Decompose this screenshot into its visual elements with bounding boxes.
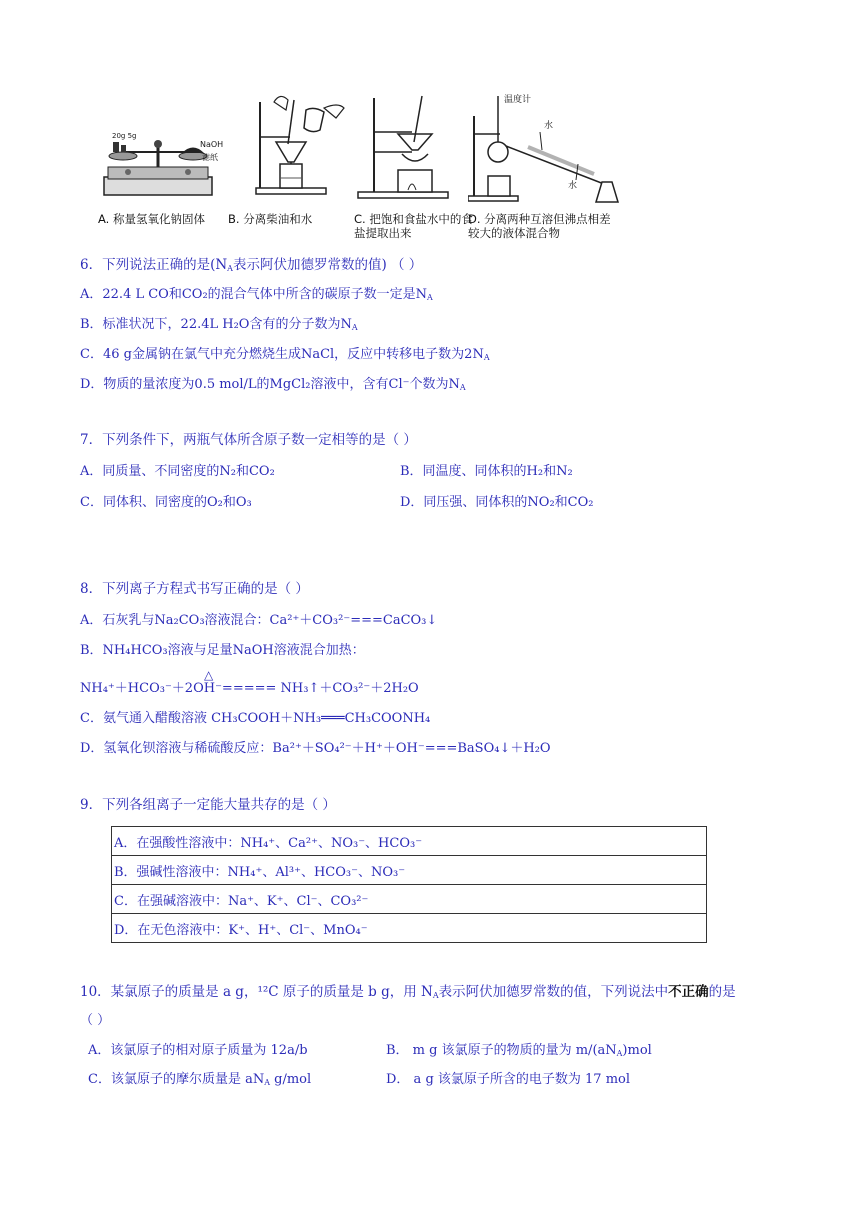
q9-option-d: D．在无色溶液中：K⁺、H⁺、Cl⁻、MnO₄⁻ (112, 914, 707, 943)
q8-option-a: A．石灰乳与Na₂CO₃溶液混合：Ca²⁺＋CO₃²⁻===CaCO₃↓ (80, 613, 438, 628)
thermometer-label: 温度计 (504, 95, 532, 105)
caption-d: D. 分离两种互溶但沸点相差较大的液体混合物 (468, 212, 611, 240)
weights-label: 20g 5g (112, 132, 137, 140)
q10-option-a: A．该氯原子的相对原子质量为 12a/b (88, 1043, 308, 1058)
q9-option-c: C．在强碱溶液中：Na⁺、K⁺、Cl⁻、CO₃²⁻ (112, 885, 707, 914)
q9-options-table (111, 826, 707, 943)
q9-stem: 9．下列各组离子一定能大量共存的是（ ） (80, 797, 336, 813)
q6-option-a: A．22.4 L CO和CO₂的混合气体中所含的碳原子数一定是$N_A$ (80, 287, 433, 302)
q8-stem: 8．下列离子方程式书写正确的是（ ） (80, 581, 309, 597)
q6-stem: 6．下列说法正确的是($N_A$表示阿伏加德罗常数的值) （ ） (80, 257, 423, 273)
q10-option-c: C．该氯原子的摩尔质量是 $aN_A$ g/mol (88, 1072, 312, 1087)
q8-heat-symbol: △ (204, 668, 214, 682)
apparatus-figure (98, 92, 618, 242)
q6-option-c: C．46 g金属钠在氯气中充分燃烧生成NaCl，反应中转移电子数为$2N_A$ (80, 347, 490, 362)
q8-option-b-equation: NH₄⁺＋HCO₃⁻＋2OH⁻===== NH₃↑＋CO₃²⁻＋2H₂O (80, 681, 419, 696)
naoh-label: NaOH (200, 140, 224, 149)
q8-option-c: C．氨气通入醋酸溶液 CH₃COOH＋NH₃═══CH₃COONH₄ (80, 711, 431, 726)
q9-option-a: A．在强酸性溶液中：NH₄⁺、Ca²⁺、NO₃⁻、HCO₃⁻ (112, 827, 707, 856)
caption-a: A. 称量氢氧化钠固体 (98, 212, 205, 226)
filter-paper-label: 滤纸 (202, 153, 218, 162)
q10-paren: （ ） (80, 1013, 111, 1028)
figure-separation (228, 92, 348, 242)
q7-option-a: A．同质量、不同密度的N₂和CO₂ (80, 464, 275, 479)
q7-option-b: B．同温度、同体积的H₂和N₂ (400, 464, 573, 479)
caption-c: C. 把饱和食盐水中的食盐提取出来 (354, 212, 473, 240)
q7-option-c: C．同体积、同密度的O₂和O₃ (80, 495, 252, 510)
water-out-label: 水 (568, 181, 578, 191)
q10-option-d: D． a g 该氯原子所含的电子数为 17 mol (386, 1072, 631, 1087)
figure-distillation (468, 92, 611, 242)
caption-b: B. 分离柴油和水 (228, 212, 313, 226)
q7-stem: 7．下列条件下，两瓶气体所含原子数一定相等的是（ ） (80, 432, 417, 448)
q6-option-d: D．物质的量浓度为0.5 mol/L的MgCl₂溶液中，含有Cl⁻个数为$N_A$ (80, 377, 466, 392)
figure-balance (98, 92, 224, 242)
q6-option-b: B．标准状况下，22.4L H₂O含有的分子数为$N_A$ (80, 317, 358, 332)
figure-evaporation (354, 92, 474, 242)
q8-option-d: D．氢氧化钡溶液与稀硫酸反应：Ba²⁺＋SO₄²⁻＋H⁺＋OH⁻===BaSO₄↓＋H₂O (80, 741, 551, 756)
q9-option-b: B．强碱性溶液中：NH₄⁺、Al³⁺、HCO₃⁻、NO₃⁻ (112, 856, 707, 885)
q7-option-d: D．同压强、同体积的NO₂和CO₂ (400, 495, 594, 510)
q10-stem: 10．某氯原子的质量是 a g，¹²C 原子的质量是 b g，用 $N_A$表示阿伏加德罗常数的值，下列说法中不正确的是 (80, 984, 736, 1000)
q8-option-b: B．NH₄HCO₃溶液与足量NaOH溶液混合加热： (80, 643, 365, 658)
q10-option-b: B． m g 该氯原子的物质的量为 $m/(aN_A)mol$ (386, 1043, 652, 1058)
water-in-label: 水 (544, 121, 554, 131)
